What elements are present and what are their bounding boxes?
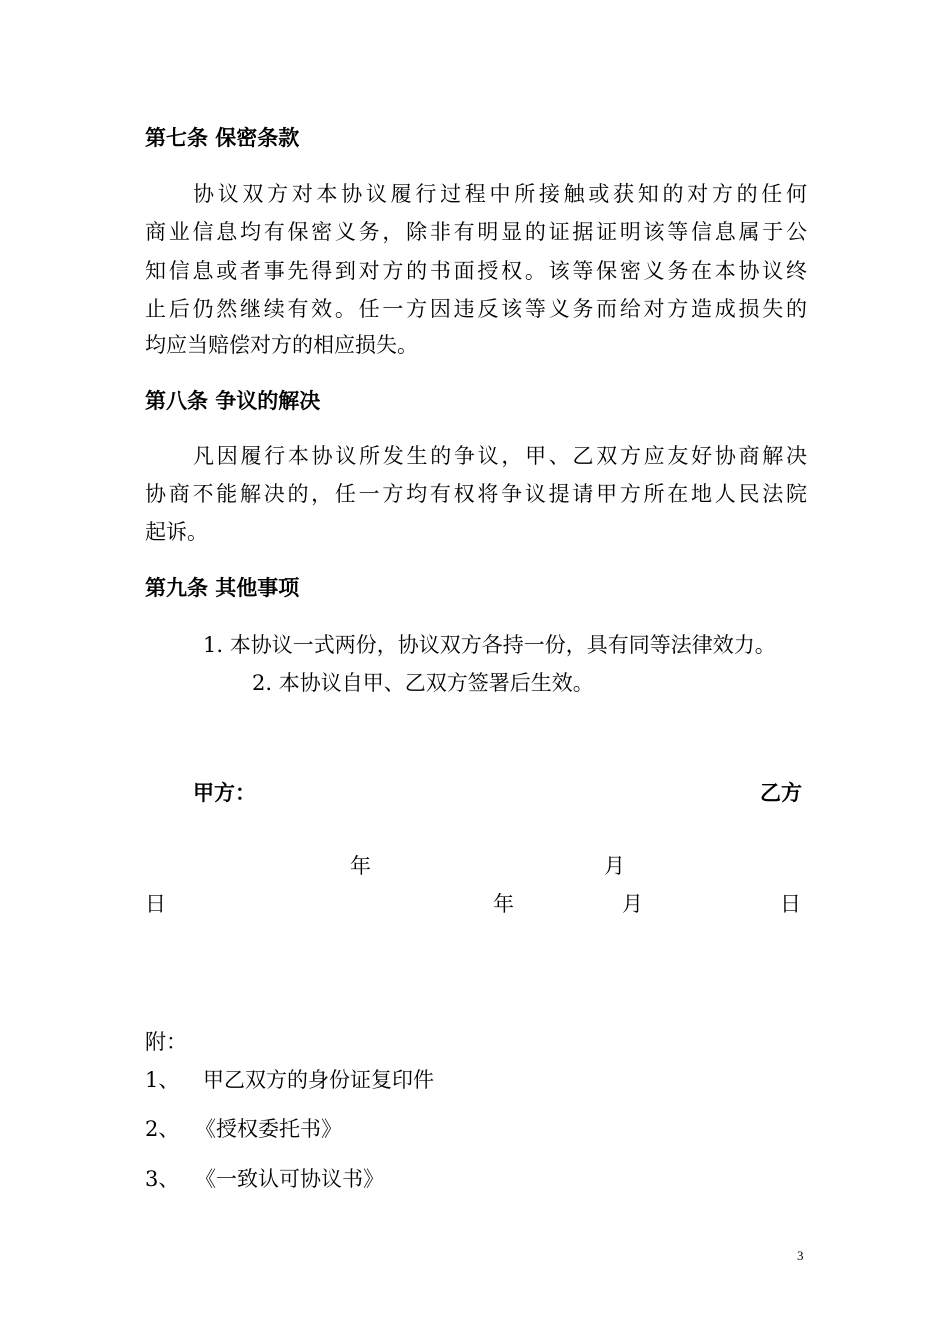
date-day-a: 日 [145, 892, 166, 916]
section-7-line-2: 商业信息均有保密义务，除非有明显的证据证明该等信息属于公 [145, 220, 807, 244]
annex-item-3-text: 《一致认可协议书》 [195, 1167, 384, 1191]
date-day-b: 日 [780, 892, 801, 916]
date-month-a: 月 [604, 854, 625, 878]
section-8-line-1: 凡因履行本协议所发生的争议，甲、乙双方应友好协商解决 [193, 444, 807, 468]
annex-item-3-number: 3、 [145, 1167, 180, 1191]
section-7-heading: 第七条 保密条款 [145, 126, 300, 150]
date-year-b: 年 [493, 892, 514, 916]
section-9-heading: 第九条 其他事项 [145, 576, 300, 600]
page-number: 3 [797, 1248, 804, 1263]
annex-item-1-number: 1、 [145, 1068, 180, 1092]
date-year-a: 年 [350, 854, 371, 878]
section-7-line-4: 止后仍然继续有效。任一方因违反该等义务而给对方造成损失的 [145, 297, 807, 321]
party-a-label: 甲方： [193, 781, 256, 805]
date-month-b: 月 [622, 892, 643, 916]
party-b-label: 乙方 [760, 781, 802, 805]
section-7-line-3: 知信息或者事先得到对方的书面授权。该等保密义务在本协议终 [145, 259, 807, 283]
section-8-line-3: 起诉。 [145, 520, 208, 544]
section-8-line-2: 协商不能解决的，任一方均有权将争议提请甲方所在地人民法院 [145, 482, 807, 506]
section-7-line-1: 协议双方对本协议履行过程中所接触或获知的对方的任何 [193, 182, 807, 206]
annex-item-2-number: 2、 [145, 1117, 180, 1141]
section-9-item-1: 1. 本协议一式两份，协议双方各持一份，具有同等法律效力。 [203, 633, 776, 657]
section-7-line-5: 均应当赔偿对方的相应损失。 [145, 333, 418, 357]
annex-item-1-text: 甲乙双方的身份证复印件 [203, 1068, 434, 1092]
annex-item-2-text: 《授权委托书》 [195, 1117, 342, 1141]
section-8-heading: 第八条 争议的解决 [145, 389, 321, 413]
section-9-item-2: 2. 本协议自甲、乙双方签署后生效。 [252, 671, 594, 695]
annex-label: 附： [145, 1030, 187, 1054]
